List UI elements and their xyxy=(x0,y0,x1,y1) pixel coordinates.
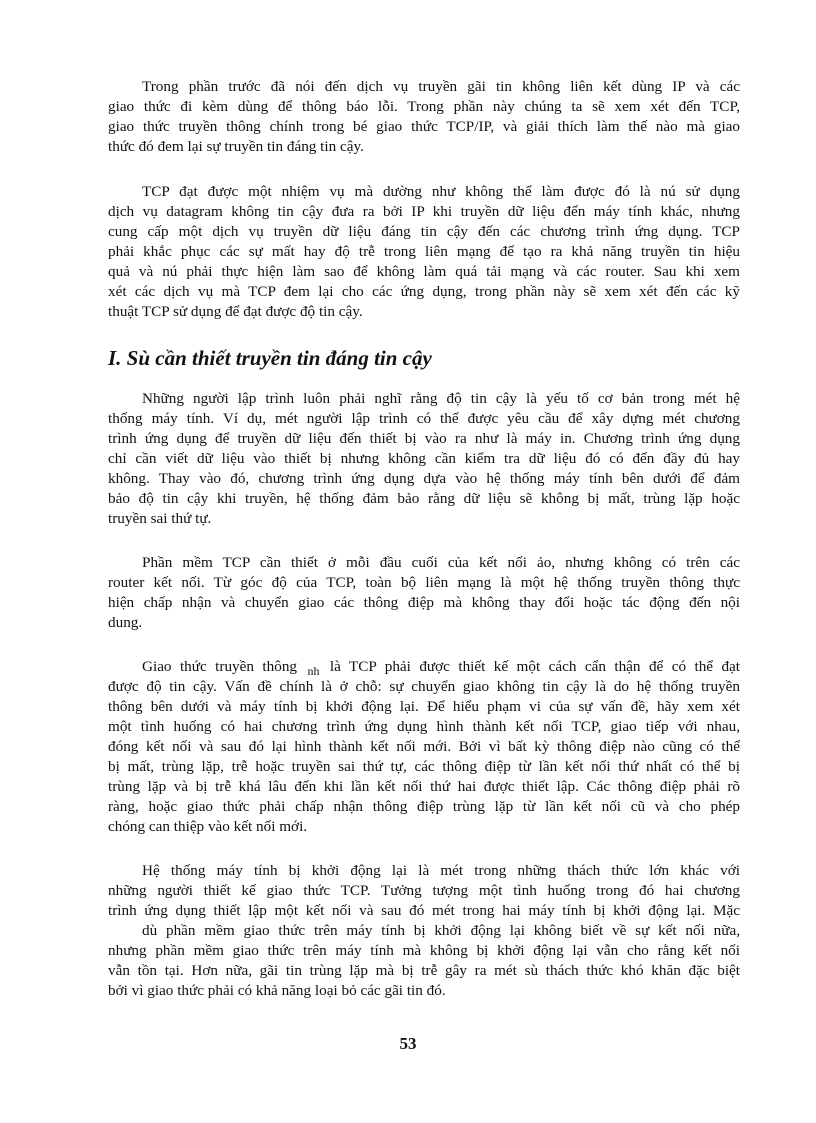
text-line: trình ứng dụng thiết lập một kết nối và sau đó mét trong hai máy tính bị khởi động lại. Mặc xyxy=(108,902,740,919)
paragraph-tcp-software xyxy=(108,553,740,633)
text-line: thức đó đem lại sự truyền tin đáng tin cậy. xyxy=(108,138,364,155)
text-line: dịch vụ datagram không tin cậy đưa ra bởi IP khi truyền dữ liệu đến máy tính khác, nhưng xyxy=(108,203,740,220)
text-line: giao thức đi kèm dùng để thông báo lỗi. Trong phần này chúng ta sẽ xem xét đến TCP, xyxy=(108,98,740,115)
text-segment: Giao thức truyền thông xyxy=(142,658,298,675)
text-line: trình ứng dụng để truyền dữ liệu đến thiết bị vào ra như là máy in. Chương trình ứng dụng xyxy=(108,430,740,447)
paragraph-protocol-design xyxy=(108,657,740,837)
text-line: thông bên dưới và máy tính bị khởi động lại. Để hiểu phạm vi của sự vấn đề, hãy xem xét xyxy=(108,698,740,715)
text-line: thống máy tính. Ví dụ, mét người lập trình có thể được yêu cầu để xây dựng mét chương xyxy=(108,410,740,427)
text-line: bởi vì giao thức phải có khả năng loại bỏ các gãi tin đó. xyxy=(108,982,446,999)
text-line: TCP đạt được một nhiệm vụ mà dường như không thể làm được đó là nú sử dụng xyxy=(142,183,740,200)
paragraph-tcp-overview xyxy=(108,182,740,322)
text-line: quả và nú phải thực hiện làm sao để không làm quá tải mạng và các router. Sau khi xem xyxy=(108,263,740,280)
text-line: cung cấp một dịch vụ truyền dữ liệu đáng tin cậy đến các chương trình ứng dụng. TCP xyxy=(108,223,740,240)
text-line: truyền sai thứ tự. xyxy=(108,510,212,527)
text-line: Những người lập trình luôn phải nghĩ rằng độ tin cậy là yếu tố cơ bản trong mét hệ xyxy=(142,390,740,407)
paragraph-intro xyxy=(108,77,740,157)
text-line: chóng can thiệp vào kết nối mới. xyxy=(108,818,308,835)
text-line: Phần mềm TCP cần thiết ở mỗi đầu cuối của kết nối ảo, nhưng không có trên các xyxy=(142,554,740,571)
text-line: dung. xyxy=(108,614,143,631)
text-line: không. Thay vào đó, chương trình ứng dụng dựa vào hệ thống máy tính bên dưới để đảm xyxy=(108,470,740,487)
paragraph-reboot xyxy=(108,861,740,1001)
text-line: phải khắc phục các sự mất hay độ trễ trong liên mạng để tạo ra khả năng truyền tin hiệu xyxy=(108,243,740,260)
section-heading: I. Sù cần thiết truyền tin đáng tin cậy xyxy=(108,346,432,370)
page-number: 53 xyxy=(399,1034,417,1053)
text-line: hiện chấp nhận và chuyển giao các thông điệp mà không thay đổi hoặc tác động đến nội xyxy=(108,594,740,611)
text-line: vẫn tồn tại. Hơn nữa, gãi tin trùng lặp mà bị trễ gây ra mét sù thách thức khó khăn đặc biệt xyxy=(108,962,740,979)
text-line: ràng, hoặc giao thức phải chấp nhận thông điệp trùng lặp từ lần kết nối cũ và cho phép xyxy=(108,798,740,815)
text-segment: là TCP phải được thiết kế một cách cẩn thận để có thể đạt xyxy=(329,658,741,675)
text-line: chỉ cần viết dữ liệu vào thiết bị nhưng không cần kiểm tra dữ liệu đó có đến đầy đủ hay xyxy=(108,450,740,467)
text-line-with-subscript xyxy=(108,657,740,677)
subscript-text: nh xyxy=(307,664,320,678)
text-line: đóng kết nối và sau đó lại hình thành kết nối mới. Bởi vì bất kỳ thông điệp nào cũng có thể xyxy=(108,738,740,755)
text-line: nhưng phần mềm giao thức trên máy tính mà không bị khởi động lại vẫn cho rằng kết nối xyxy=(108,942,740,959)
text-line: bảo độ tin cậy khi truyền, hệ thống đảm bảo rằng dữ liệu sẽ không bị mất, trùng lặp hoặc xyxy=(108,490,740,507)
paragraph-reliability xyxy=(108,389,740,529)
text-line: xét các dịch vụ mà TCP đem lại cho các ứng dụng, trong phần này sẽ xem xét đến các kỹ xyxy=(108,283,740,300)
text-line: trùng lặp và bị trễ khá lâu đến khi lần kết nối thứ hai được thiết lập. Các thông điệp phải rõ xyxy=(108,778,740,795)
text-line: bị mất, trùng lặp, trễ hoặc truyền sai thứ tự, các thông điệp từ lần kết nối thứ nhất có thể bị xyxy=(108,758,740,775)
text-line: thuật TCP sử dụng để đạt được độ tin cậy. xyxy=(108,303,363,320)
text-line: một tình huống có hai chương trình ứng dụng hình thành kết nối TCP, giao tiếp với nhau, xyxy=(108,718,740,735)
text-line: những người thiết kế giao thức TCP. Tưởng tượng một tình huống trong đó hai chương xyxy=(108,882,740,899)
text-line: giao thức truyền thông chính trong bé giao thức TCP/IP, và giải thích làm thế nào mà giao xyxy=(108,118,740,135)
text-line: dù phần mềm giao thức trên máy tính bị khởi động lại không biết về sự kết nối nữa, xyxy=(142,922,740,939)
text-line: Hệ thống máy tính bị khởi động lại là mét trong những thách thức lớn khác với xyxy=(142,862,740,879)
text-line: router kết nối. Từ góc độ của TCP, toàn bộ liên mạng là một hệ thống truyền thông thực xyxy=(108,574,740,591)
text-line: được độ tin cậy. Vấn đề chính là ở chỗ: sự chuyển giao không tin cậy là do hệ thống truyền xyxy=(108,678,740,695)
text-line: Trong phần trước đã nói đến dịch vụ truyền gãi tin không liên kết dùng IP và các xyxy=(142,78,740,95)
